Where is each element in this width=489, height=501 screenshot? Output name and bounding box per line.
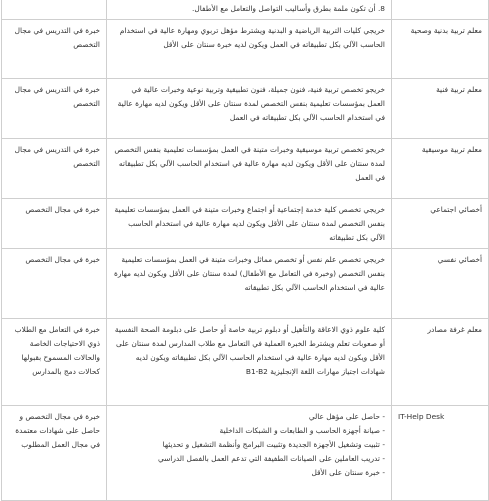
experience-cell: خبرة في التدريس في مجال التخصص (2, 139, 107, 199)
experience-cell: خبرة في مجال التخصص (2, 199, 107, 249)
table-row (2, 249, 489, 319)
job-requirements-table (1, 0, 489, 501)
table-row (2, 20, 489, 79)
table-row (2, 319, 489, 406)
job-title-cell: معلم غرفة مصادر (392, 319, 489, 406)
job-title-text: IT-Help Desk (398, 412, 445, 421)
experience-cell: خبرة في التعامل مع الطلاب ذوي الاحتياجات الخاصة والحالات المسموح بقبولها كحالات دمج بالمدارس (2, 319, 107, 406)
table-row (2, 139, 489, 199)
experience-cell: خبرة في مجال التخصص (2, 249, 107, 319)
job-title-cell: معلم تربية بدنية وصحية (392, 20, 489, 79)
experience-cell (2, 0, 107, 20)
job-title-cell: معلم تربية موسيقية (392, 139, 489, 199)
experience-cell: خبرة في التدريس في مجال التخصص (2, 20, 107, 79)
requirements-cell: خريجي كليات التربية الرياضية و البدنية ويشترط مؤهل تربوي ومهارة عالية في استخدام الحاسب الآلي بكل تطبيقاته في العمل ويكون لديه خبرة سنتان على الأقل (107, 20, 392, 79)
requirements-cell: خريجو تخصص تربية موسيقية وخبرات متينة في العمل بمؤسسات تعليمية بنفس التخصص لمدة سنتان على الأقل ويكون لديه مهارة عالية في استخدام الحاسب الآلي بكل تطبيقاته في العمل (107, 139, 392, 199)
requirements-cell: خريجي تخصص كلية خدمة إجتماعية أو اجتماع وخبرات متينة في العمل بمؤسسات تعليمية بنفس التخصص لمدة سنتان على الأقل ويكون لديه مهارة عالية في استخدام الحاسب الآلي بكل تطبيقاته (107, 199, 392, 249)
table-row (2, 79, 489, 139)
requirements-cell: 8. أن تكون ملمة بطرق وأساليب التواصل والتعامل مع الأطفال. (107, 0, 392, 20)
requirements-cell: كلية علوم ذوي الاعاقة والتأهيل أو دبلوم تربية خاصة أو حاصل على دبلومة الصحة النفسية أو صعوبات تعلم ويشترط الخبرة العملية في التعامل مع طلاب المدارس لمدة سنتان على الأقل ويكون لديه مهارة عالية في استخدام الحاسب الآلي بكل تطبيقاته ويكون لديه شهادات اجتياز مهارات اللغة الإنجليزية B1-B2 (107, 319, 392, 406)
job-title-cell (392, 0, 489, 20)
requirement-item: - صيانة أجهزة الحاسب و الطابعات و الشبكات الداخلية (219, 426, 385, 435)
requirements-cell: خريجي تخصص علم نفس أو تخصص مماثل وخبرات متينة في العمل بمؤسسات تعليمية بنفس التخصص (وخبرة في التعامل مع الأطفال) لمدة سنتان على الأقل ويكون لديه مهارة عالية في استخدام الحاسب الآلي بكل تطبيقاته (107, 249, 392, 319)
table-row (2, 0, 489, 20)
requirement-item: - حاصل على مؤهل عالي (308, 412, 385, 421)
table-row (2, 199, 489, 249)
job-title-cell (392, 406, 489, 501)
experience-cell: خبرة في التدريس في مجال التخصص (2, 79, 107, 139)
table-row (2, 406, 489, 501)
experience-cell: خبرة في مجال التخصص و حاصل على شهادات معتمدة في مجال العمل المطلوب (2, 406, 107, 501)
job-title-cell: أخصائي نفسي (392, 249, 489, 319)
requirement-item: - تدريب العاملين على الصيانات الطفيفة التي تدعم العمل بالفصل الدراسي (157, 454, 385, 463)
job-title-cell: معلم تربية فنية (392, 79, 489, 139)
requirement-item: - خبرة سنتان على الأقل (311, 468, 385, 477)
requirement-item: - تثبيت وتشغيل الأجهزة الجديدة وتثبيت البرامج وأنظمة التشغيل و تحديثها (162, 440, 385, 449)
job-title-cell: أخصائي اجتماعي (392, 199, 489, 249)
requirements-cell (107, 406, 392, 501)
requirements-cell: خريجو تخصص تربية فنية، فنون جميلة، فنون تطبيقية وتربية نوعية وخبرات عالية في العمل بمؤسسات تعليمية بنفس التخصص لمدة سنتان على الأقل ويكون لديه مهارة عالية في استخدام الحاسب الآلي بكل تطبيقاته في العمل (107, 79, 392, 139)
